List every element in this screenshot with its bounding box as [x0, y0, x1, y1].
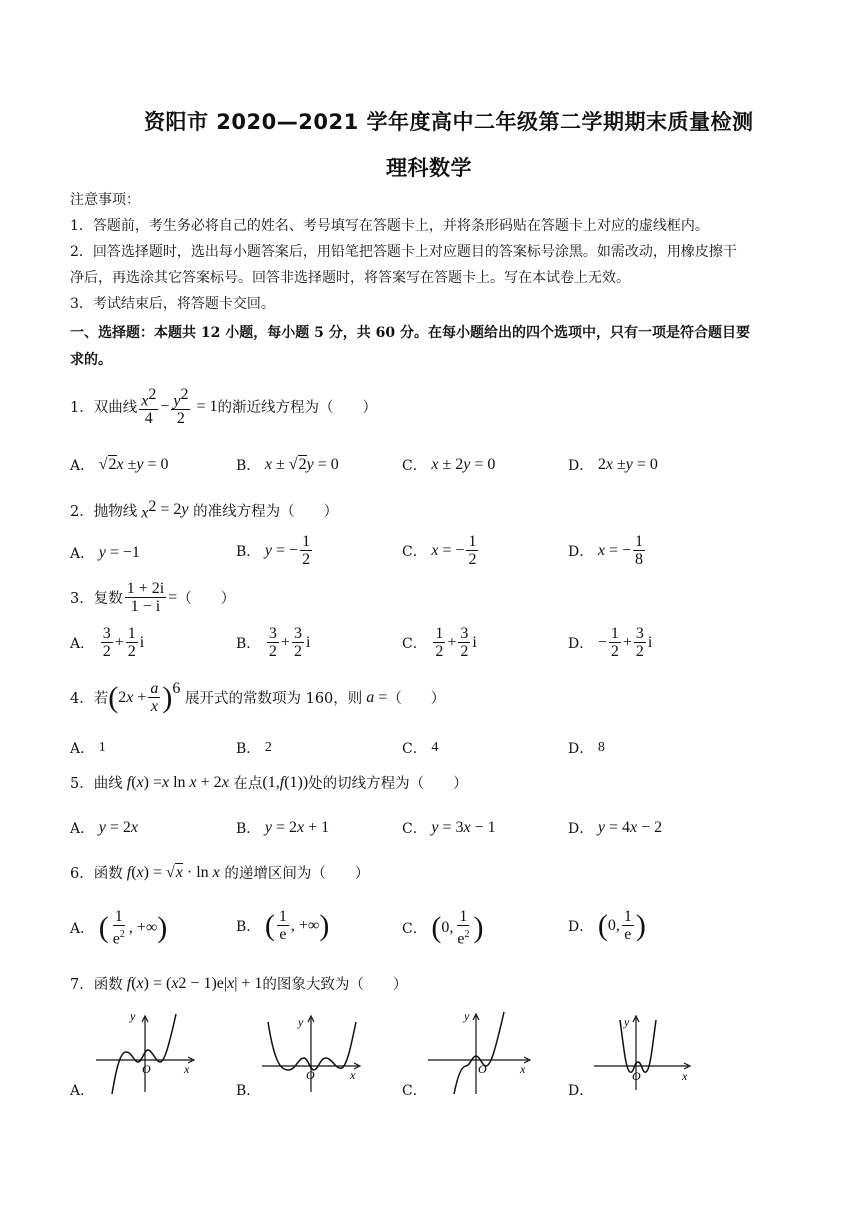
svg-text:y: y [298, 1015, 304, 1029]
svg-text:x: x [520, 1062, 526, 1076]
option-4a: A． 1 [70, 740, 106, 757]
exam-subtitle: 理科数学 [386, 156, 472, 180]
question-1: 1． 双曲线 $\frac{x^2}{4}$ − $\frac{y^2}{2}$ = 1 的渐近线方程为（ ） [70, 386, 378, 428]
svg-text:y: y [130, 1010, 136, 1023]
option-6a: A． ( $\frac{1}{e^2}$ , +∞ ) [70, 908, 168, 948]
graph-option-b [256, 1010, 366, 1096]
option-3b: B． $\frac{3}{2}$ + $\frac{3}{2}$ i [236, 625, 311, 660]
question-2: 2． 抛物线 $x^2$ = 2 y 的准线方程为（ ） [70, 498, 339, 522]
option-7d-label: D． [568, 1083, 594, 1099]
option-2d: D． x = − $\frac{1}{8}$ [568, 533, 643, 568]
option-6b: B． ( $\frac{1}{e}$ , +∞ ) [236, 908, 330, 943]
question-7: 7． 函数 f ( x ) = ( x 2 − 1)e |x| + 1 的图象大致为（ ） [70, 974, 408, 993]
svg-text:O: O [142, 1062, 151, 1076]
option-5b: B． y = 2 x + 1 [236, 819, 330, 837]
math-fraction: $\frac{x^2}{4}$ [141, 386, 157, 428]
math-fraction: $\frac{1 + 2i}{1 - i}$ [126, 580, 165, 615]
option-3d: D． − $\frac{1}{2}$ + $\frac{3}{2}$ i [568, 625, 653, 660]
math-fraction: $\frac{y^2}{2}$ [173, 386, 189, 428]
option-4c: C． 4 [402, 740, 439, 757]
section-heading-cont: 求的。 [70, 352, 112, 368]
question-6: 6． 函数 f ( x ) = √ x · ln x 的递增区间为（ ） [70, 863, 370, 882]
note-item: 2．回答选择题时，选出每小题答案后，用铅笔把答题卡上对应题目的答案标号涂黑。如需改动，用橡皮擦干 [70, 244, 737, 260]
svg-text:O: O [632, 1069, 641, 1083]
note-item: 3．考试结束后，将答题卡交回。 [70, 296, 275, 312]
graph-option-d [590, 1010, 700, 1096]
option-1c: C． x ± 2 y = 0 [402, 456, 496, 474]
svg-text:y: y [464, 1010, 470, 1023]
question-3: 3． 复数 $\frac{1 + 2i}{1 - i}$ = （ ） [70, 580, 236, 615]
exam-title: 资阳市 2020—2021 学年度高中二年级第二学期期末质量检测 [144, 110, 754, 134]
svg-text:x: x [682, 1069, 688, 1083]
svg-text:y: y [624, 1015, 630, 1029]
svg-text:O: O [478, 1062, 487, 1076]
option-7b-label: B． [236, 1083, 261, 1099]
option-4d: D． 8 [568, 740, 605, 757]
note-item: 1．答题前，考生务必将自己的姓名、考号填写在答题卡上，并将条形码贴在答题卡上对应的虚线框内。 [70, 218, 709, 234]
graph-option-c [424, 1010, 534, 1096]
svg-text:x: x [184, 1062, 190, 1076]
option-7a-label: A． [70, 1083, 95, 1099]
option-5c: C． y = 3 x − 1 [402, 819, 496, 837]
option-4b: B． 2 [236, 740, 272, 757]
note-item: 净后，再选涂其它答案标号。回答非选择题时，将答案写在答题卡上。写在本试卷上无效。 [70, 270, 630, 286]
question-4: 4． 若 ( 2 x + $\frac{a}{x}$ ) 6 展开式的常数项为 160，则 a = （ ） [70, 680, 446, 715]
option-3c: C． $\frac{1}{2}$ + $\frac{3}{2}$ i [402, 625, 477, 660]
option-7c-label: C． [402, 1083, 427, 1099]
option-1d: D． 2 x ± y = 0 [568, 456, 658, 474]
graph-option-a [90, 1010, 200, 1096]
notes-heading: 注意事项： [70, 192, 140, 208]
option-2b: B． y = − $\frac{1}{2}$ [236, 533, 311, 568]
option-3a: A． $\frac{3}{2}$ + $\frac{1}{2}$ i [70, 625, 145, 660]
option-2a: A． y = −1 [70, 544, 140, 562]
option-6c: C． ( 0, $\frac{1}{e^2}$ ) [402, 908, 484, 948]
option-1b: B． x ± √2 y = 0 [236, 456, 339, 474]
question-5: 5． 曲线 f ( x ) = x ln x + 2 x 在点 (1, f (1)) 处的切线方程为（ ） [70, 773, 468, 792]
option-5a: A． y = 2 x [70, 819, 138, 837]
option-1a: A． √2 x ± y = 0 [70, 456, 169, 474]
section-heading: 一、选择题：本题共 12 小题，每小题 5 分，共 60 分。在每小题给出的四个选项中，只有一项是符合题目要 [70, 325, 750, 341]
option-2c: C． x = − $\frac{1}{2}$ [402, 533, 477, 568]
option-5d: D． y = 4 x − 2 [568, 819, 663, 837]
svg-text:O: O [306, 1068, 315, 1082]
svg-text:x: x [350, 1068, 356, 1082]
option-6d: D． ( 0, $\frac{1}{e}$ ) [568, 908, 646, 943]
